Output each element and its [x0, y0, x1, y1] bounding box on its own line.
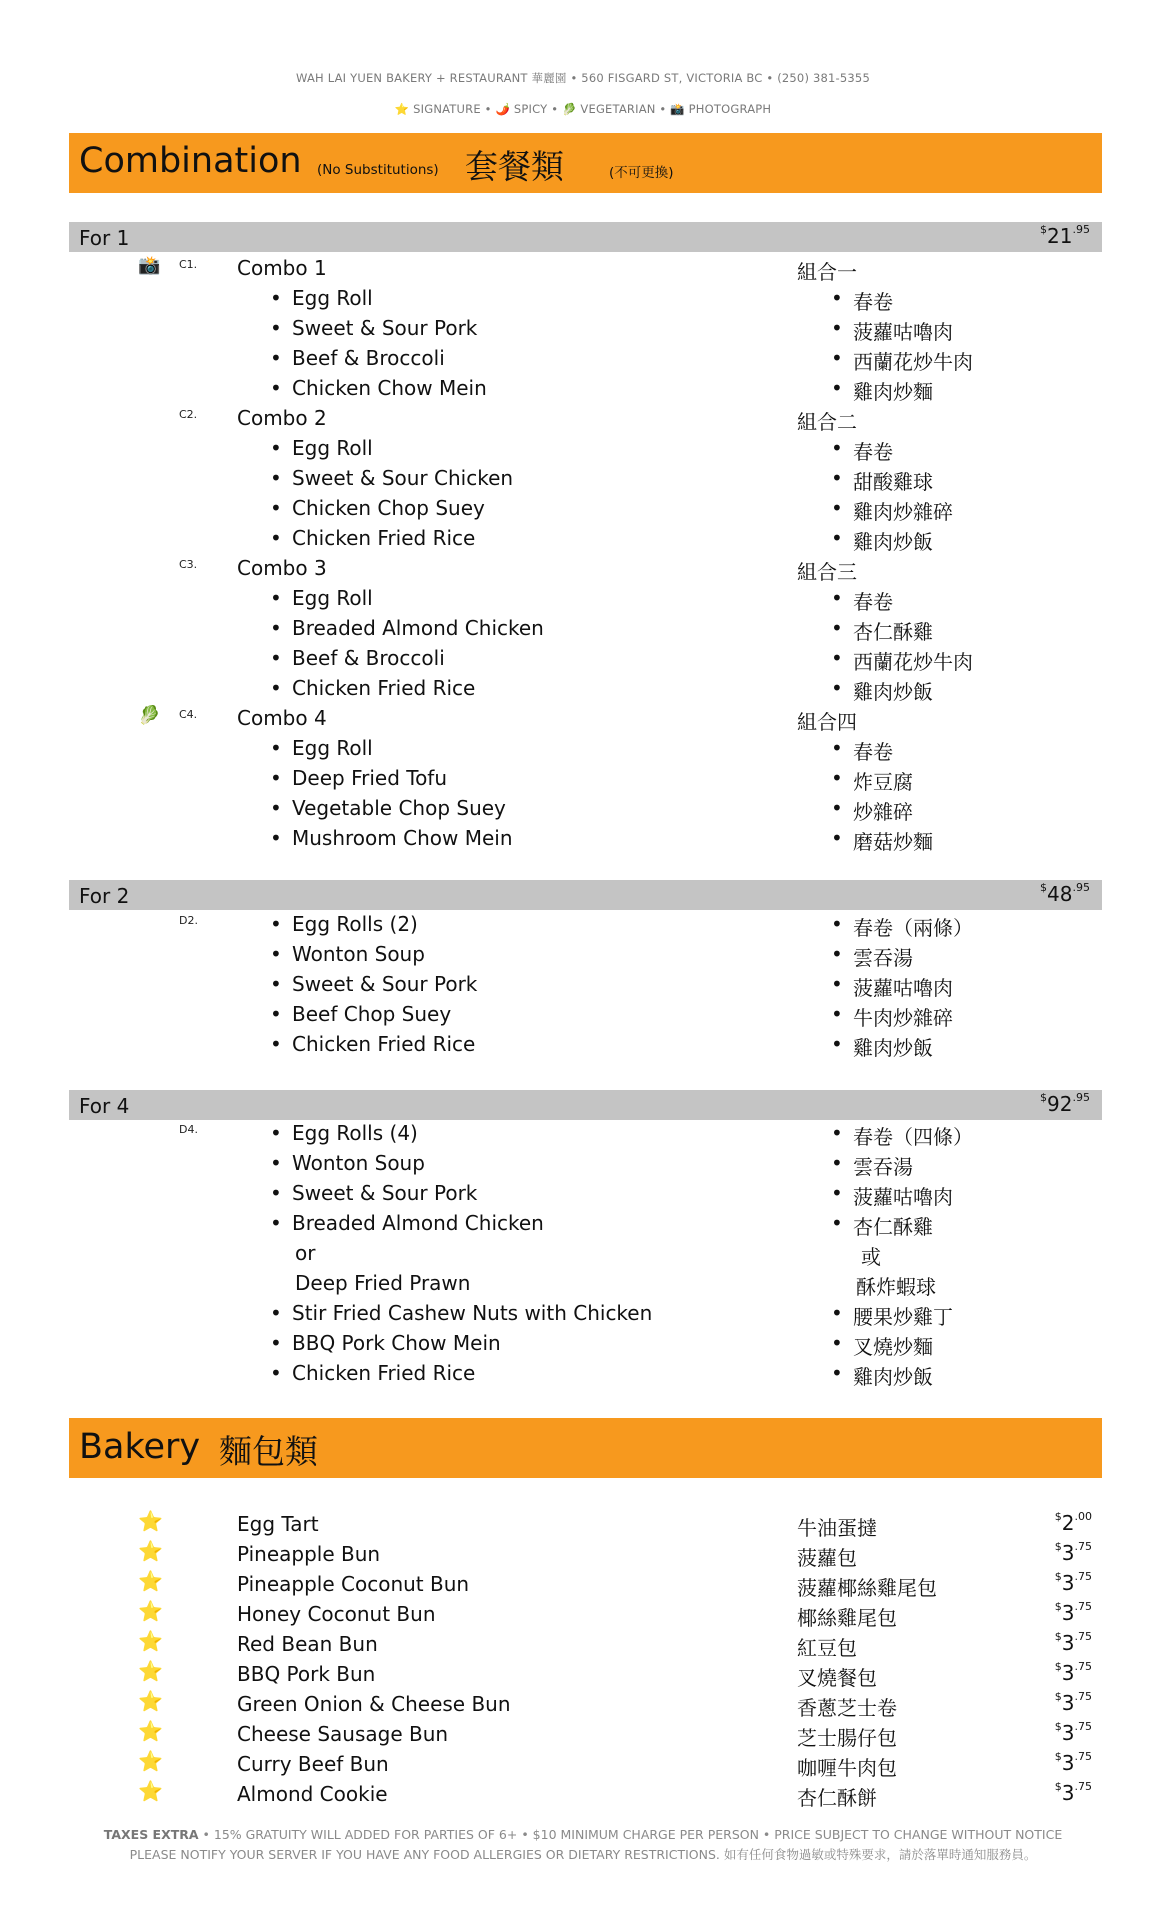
section-label: For 2 [79, 884, 130, 908]
item-code: C2. [179, 408, 198, 421]
combo-name-zh: 組合三 [797, 560, 857, 584]
list-item-zh: • 西蘭花炒牛肉 [853, 646, 973, 675]
combination-title-zh: 套餐類 [465, 147, 564, 186]
list-item: • Egg Roll [292, 286, 373, 310]
bakery-item-price: $^{\$}2^{.00}$ [1054, 1510, 1092, 1535]
list-item-zh: • 雲吞湯 [853, 942, 913, 971]
bakery-item-name: Curry Beef Bun [237, 1752, 389, 1776]
list-item: • Sweet & Sour Pork [292, 316, 477, 340]
list-item-zh: • 雞肉炒飯 [853, 1032, 933, 1061]
list-item-zh: • 西蘭花炒牛肉 [853, 346, 973, 375]
bakery-item-name-zh: 杏仁酥餅 [797, 1786, 877, 1810]
combination-title: Combination [79, 141, 302, 181]
bakery-item-price: $^{\$}3^{.75}$ [1054, 1720, 1092, 1745]
bakery-item-price: $^{\$}3^{.75}$ [1054, 1630, 1092, 1655]
list-item: • Sweet & Sour Chicken [292, 466, 513, 490]
section-price: $^{\$}92^{.95}$ [1040, 1091, 1090, 1116]
item-code: D2. [179, 914, 198, 927]
list-item-zh: • 春卷 [853, 436, 893, 465]
list-item: • Chicken Chop Suey [292, 496, 485, 520]
section-bar-for-1 [69, 222, 1102, 252]
item-code: C1. [179, 258, 198, 271]
list-item-zh: • 春卷 [853, 586, 893, 615]
camera-icon: 📸 [138, 255, 161, 276]
bakery-item-price: $^{\$}3^{.75}$ [1054, 1750, 1092, 1775]
bakery-item-name-zh: 紅豆包 [797, 1636, 857, 1660]
list-item-zh: • 春卷 [853, 286, 893, 315]
list-item-zh: • 叉燒炒麵 [853, 1331, 933, 1360]
list-item: • Sweet & Sour Pork [292, 972, 477, 996]
or-label-zh: 或 [861, 1245, 881, 1269]
list-item-zh: • 菠蘿咕嚕肉 [853, 972, 953, 1001]
item-code: C3. [179, 558, 198, 571]
list-item-zh: • 甜酸雞球 [853, 466, 933, 495]
list-item: • Chicken Fried Rice [292, 1032, 475, 1056]
bakery-item-name-zh: 椰絲雞尾包 [797, 1606, 897, 1630]
list-item: • Beef Chop Suey [292, 1002, 451, 1026]
bakery-item-name: BBQ Pork Bun [237, 1662, 376, 1686]
list-item-zh: • 雞肉炒飯 [853, 1361, 933, 1390]
or-label: or [295, 1241, 316, 1265]
combo-name-zh: 組合四 [797, 710, 857, 734]
footer-line-2: PLEASE NOTIFY YOUR SERVER IF YOU HAVE ANY FOOD ALLERGIES OR DIETARY RESTRICTIONS. 如有任何食物過敏或特殊要求，請於落單時通知服務員。 [129, 1847, 1037, 1862]
list-item: • Chicken Fried Rice [292, 526, 475, 550]
bakery-item-name-zh: 芝士腸仔包 [797, 1726, 897, 1750]
bakery-item-price: $^{\$}3^{.75}$ [1054, 1780, 1092, 1805]
bakery-item-name: Honey Coconut Bun [237, 1602, 436, 1626]
list-item-zh: • 雲吞湯 [853, 1151, 913, 1180]
bakery-item-name: Pineapple Coconut Bun [237, 1572, 470, 1596]
bakery-item-name-zh: 咖喱牛肉包 [797, 1756, 897, 1780]
combo-name: Combo 4 [237, 706, 327, 730]
star-icon: ⭐ [138, 1629, 163, 1653]
item-code: C4. [179, 708, 198, 721]
combo-name: Combo 1 [237, 256, 327, 280]
combination-note-zh: (不可更換) [609, 165, 674, 181]
list-item-zh: • 雞肉炒飯 [853, 526, 933, 555]
combination-note: (No Substitutions) [317, 162, 439, 178]
list-item: • Beef & Broccoli [292, 646, 445, 670]
footer-line-1: TAXES EXTRA • 15% GRATUITY WILL ADDED FOR PARTIES OF 6+ • $10 MINIMUM CHARGE PER PERSON • PRICE SUBJECT TO CHANGE WITHOUT NOTICE [103, 1827, 1063, 1842]
list-item: • Chicken Fried Rice [292, 1361, 475, 1385]
combo-name-zh: 組合一 [797, 260, 857, 284]
list-item-zh: • 雞肉炒麵 [853, 376, 933, 405]
section-label: For 1 [79, 226, 130, 250]
taxes-note: TAXES EXTRA [103, 1827, 199, 1842]
vegetarian-icon: 🥬 [138, 705, 161, 726]
list-item-zh: • 磨菇炒麵 [853, 826, 933, 855]
list-item-zh: 酥炸蝦球 [856, 1275, 936, 1299]
list-item: • Egg Rolls (4) [292, 1121, 418, 1145]
list-item: • Egg Roll [292, 586, 373, 610]
star-icon: ⭐ [138, 1689, 163, 1713]
list-item-zh: • 杏仁酥雞 [853, 1211, 933, 1240]
list-item: • Egg Roll [292, 736, 373, 760]
list-item: • Mushroom Chow Mein [292, 826, 513, 850]
bakery-item-price: $^{\$}3^{.75}$ [1054, 1570, 1092, 1595]
bakery-item-price: $^{\$}3^{.75}$ [1054, 1660, 1092, 1685]
section-bar-for-4 [69, 1090, 1102, 1120]
bakery-item-name: Egg Tart [237, 1512, 319, 1536]
list-item-zh: • 牛肉炒雜碎 [853, 1002, 953, 1031]
star-icon: ⭐ [138, 1569, 163, 1593]
list-item: • Stir Fried Cashew Nuts with Chicken [292, 1301, 652, 1325]
list-item-zh: • 春卷 [853, 736, 893, 765]
list-item: • Wonton Soup [292, 1151, 425, 1175]
section-price: $^{\$}48^{.95}$ [1040, 881, 1090, 906]
combination-banner [69, 133, 1102, 193]
combo-name: Combo 3 [237, 556, 327, 580]
list-item-zh: • 炸豆腐 [853, 766, 913, 795]
list-item: • Wonton Soup [292, 942, 425, 966]
bakery-item-price: $^{\$}3^{.75}$ [1054, 1600, 1092, 1625]
section-price: $^{\$}21^{.95}$ [1040, 223, 1090, 248]
item-code: D4. [179, 1123, 198, 1136]
bakery-item-price: $^{\$}3^{.75}$ [1054, 1540, 1092, 1565]
list-item-zh: • 炒雜碎 [853, 796, 913, 825]
star-icon: ⭐ [138, 1659, 163, 1683]
bakery-title: Bakery [79, 1427, 201, 1467]
list-item: • Beef & Broccoli [292, 346, 445, 370]
list-item: • Vegetable Chop Suey [292, 796, 506, 820]
list-item: Deep Fried Prawn [295, 1271, 471, 1295]
bakery-item-name-zh: 叉燒餐包 [797, 1666, 877, 1690]
star-icon: ⭐ [138, 1509, 163, 1533]
list-item: • Chicken Chow Mein [292, 376, 487, 400]
star-icon: ⭐ [138, 1719, 163, 1743]
list-item: • Chicken Fried Rice [292, 676, 475, 700]
section-bar-for-2 [69, 880, 1102, 910]
combo-name-zh: 組合二 [797, 410, 857, 434]
list-item-zh: • 腰果炒雞丁 [853, 1301, 953, 1330]
list-item: • BBQ Pork Chow Mein [292, 1331, 501, 1355]
star-icon: ⭐ [138, 1539, 163, 1563]
bakery-item-price: $^{\$}3^{.75}$ [1054, 1690, 1092, 1715]
list-item-zh: • 菠蘿咕嚕肉 [853, 1181, 953, 1210]
star-icon: ⭐ [138, 1749, 163, 1773]
list-item-zh: • 雞肉炒雜碎 [853, 496, 953, 525]
combo-name: Combo 2 [237, 406, 327, 430]
bakery-item-name: Red Bean Bun [237, 1632, 378, 1656]
list-item: • Egg Roll [292, 436, 373, 460]
bakery-item-name: Green Onion & Cheese Bun [237, 1692, 511, 1716]
bakery-item-name: Pineapple Bun [237, 1542, 381, 1566]
icon-legend: ⭐ SIGNATURE • 🌶️ SPICY • 🥬 VEGETARIAN • 📸 PHOTOGRAPH [394, 102, 772, 116]
list-item-zh: • 雞肉炒飯 [853, 676, 933, 705]
bakery-item-name-zh: 菠蘿包 [797, 1546, 857, 1570]
list-item: • Sweet & Sour Pork [292, 1181, 477, 1205]
bakery-item-name-zh: 香蔥芝士卷 [797, 1696, 897, 1720]
list-item-zh: • 杏仁酥雞 [853, 616, 933, 645]
section-label: For 4 [79, 1094, 130, 1118]
bakery-title-zh: 麵包類 [219, 1432, 318, 1471]
bakery-item-name: Almond Cookie [237, 1782, 388, 1806]
list-item-zh: • 春卷（兩條） [853, 912, 973, 941]
bakery-item-name: Cheese Sausage Bun [237, 1722, 449, 1746]
restaurant-info: WAH LAI YUEN BAKERY + RESTAURANT 華麗園 • 560 FISGARD ST, VICTORIA BC • (250) 381-5355 [296, 71, 870, 85]
bakery-item-name-zh: 牛油蛋撻 [797, 1516, 877, 1540]
bakery-banner [69, 1418, 1102, 1478]
list-item-zh: • 菠蘿咕嚕肉 [853, 316, 953, 345]
star-icon: ⭐ [138, 1599, 163, 1623]
list-item: • Breaded Almond Chicken [292, 616, 544, 640]
list-item-zh: • 春卷（四條） [853, 1121, 973, 1150]
list-item: • Deep Fried Tofu [292, 766, 447, 790]
star-icon: ⭐ [138, 1779, 163, 1803]
bakery-item-name-zh: 菠蘿椰絲雞尾包 [797, 1576, 937, 1600]
list-item: • Egg Rolls (2) [292, 912, 418, 936]
list-item: • Breaded Almond Chicken [292, 1211, 544, 1235]
